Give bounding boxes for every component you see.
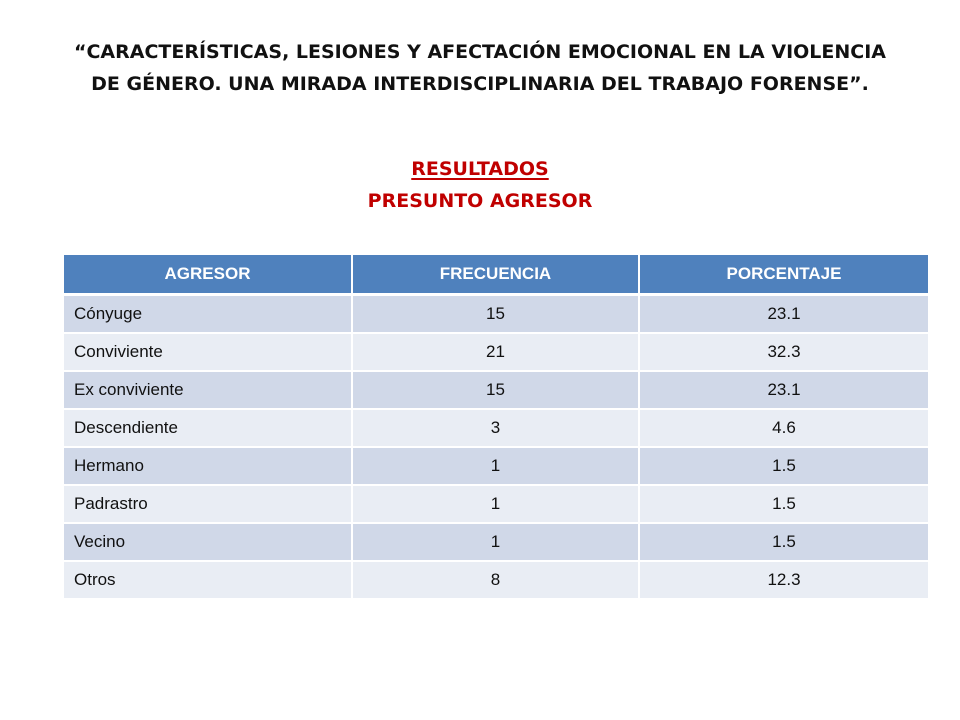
aggressor-table <box>64 255 928 600</box>
table-row <box>64 523 928 561</box>
table-header-row <box>64 255 928 295</box>
cell-frecuencia: 15 <box>352 371 639 409</box>
cell-frecuencia: 21 <box>352 333 639 371</box>
cell-agresor: Otros <box>64 561 352 599</box>
column-header-agresor: AGRESOR <box>64 255 352 295</box>
cell-frecuencia: 1 <box>352 485 639 523</box>
title-line-1: “CARACTERÍSTICAS, LESIONES Y AFECTACIÓN EMOCIONAL EN LA VIOLENCIA <box>73 41 887 63</box>
cell-porcentaje: 1.5 <box>639 523 928 561</box>
column-header-porcentaje: PORCENTAJE <box>639 255 928 295</box>
cell-porcentaje: 23.1 <box>639 295 928 334</box>
cell-frecuencia: 3 <box>352 409 639 447</box>
section-header <box>0 153 960 217</box>
cell-porcentaje: 1.5 <box>639 485 928 523</box>
cell-agresor: Vecino <box>64 523 352 561</box>
cell-porcentaje: 4.6 <box>639 409 928 447</box>
column-header-frecuencia: FRECUENCIA <box>352 255 639 295</box>
document-title <box>40 36 920 100</box>
cell-porcentaje: 12.3 <box>639 561 928 599</box>
cell-agresor: Hermano <box>64 447 352 485</box>
cell-frecuencia: 1 <box>352 523 639 561</box>
table-row <box>64 447 928 485</box>
table-row <box>64 371 928 409</box>
table-row <box>64 561 928 599</box>
cell-agresor: Cónyuge <box>64 295 352 334</box>
cell-frecuencia: 15 <box>352 295 639 334</box>
table-row <box>64 409 928 447</box>
table-row <box>64 333 928 371</box>
table-row <box>64 295 928 334</box>
cell-agresor: Descendiente <box>64 409 352 447</box>
cell-porcentaje: 32.3 <box>639 333 928 371</box>
cell-agresor: Ex conviviente <box>64 371 352 409</box>
results-subheading: PRESUNTO AGRESOR <box>367 190 593 212</box>
cell-agresor: Padrastro <box>64 485 352 523</box>
cell-porcentaje: 1.5 <box>639 447 928 485</box>
results-heading: RESULTADOS <box>411 158 549 180</box>
title-line-2: DE GÉNERO. UNA MIRADA INTERDISCIPLINARIA DEL TRABAJO FORENSE”. <box>91 73 869 95</box>
cell-porcentaje: 23.1 <box>639 371 928 409</box>
cell-frecuencia: 1 <box>352 447 639 485</box>
cell-agresor: Conviviente <box>64 333 352 371</box>
cell-frecuencia: 8 <box>352 561 639 599</box>
table-row <box>64 485 928 523</box>
